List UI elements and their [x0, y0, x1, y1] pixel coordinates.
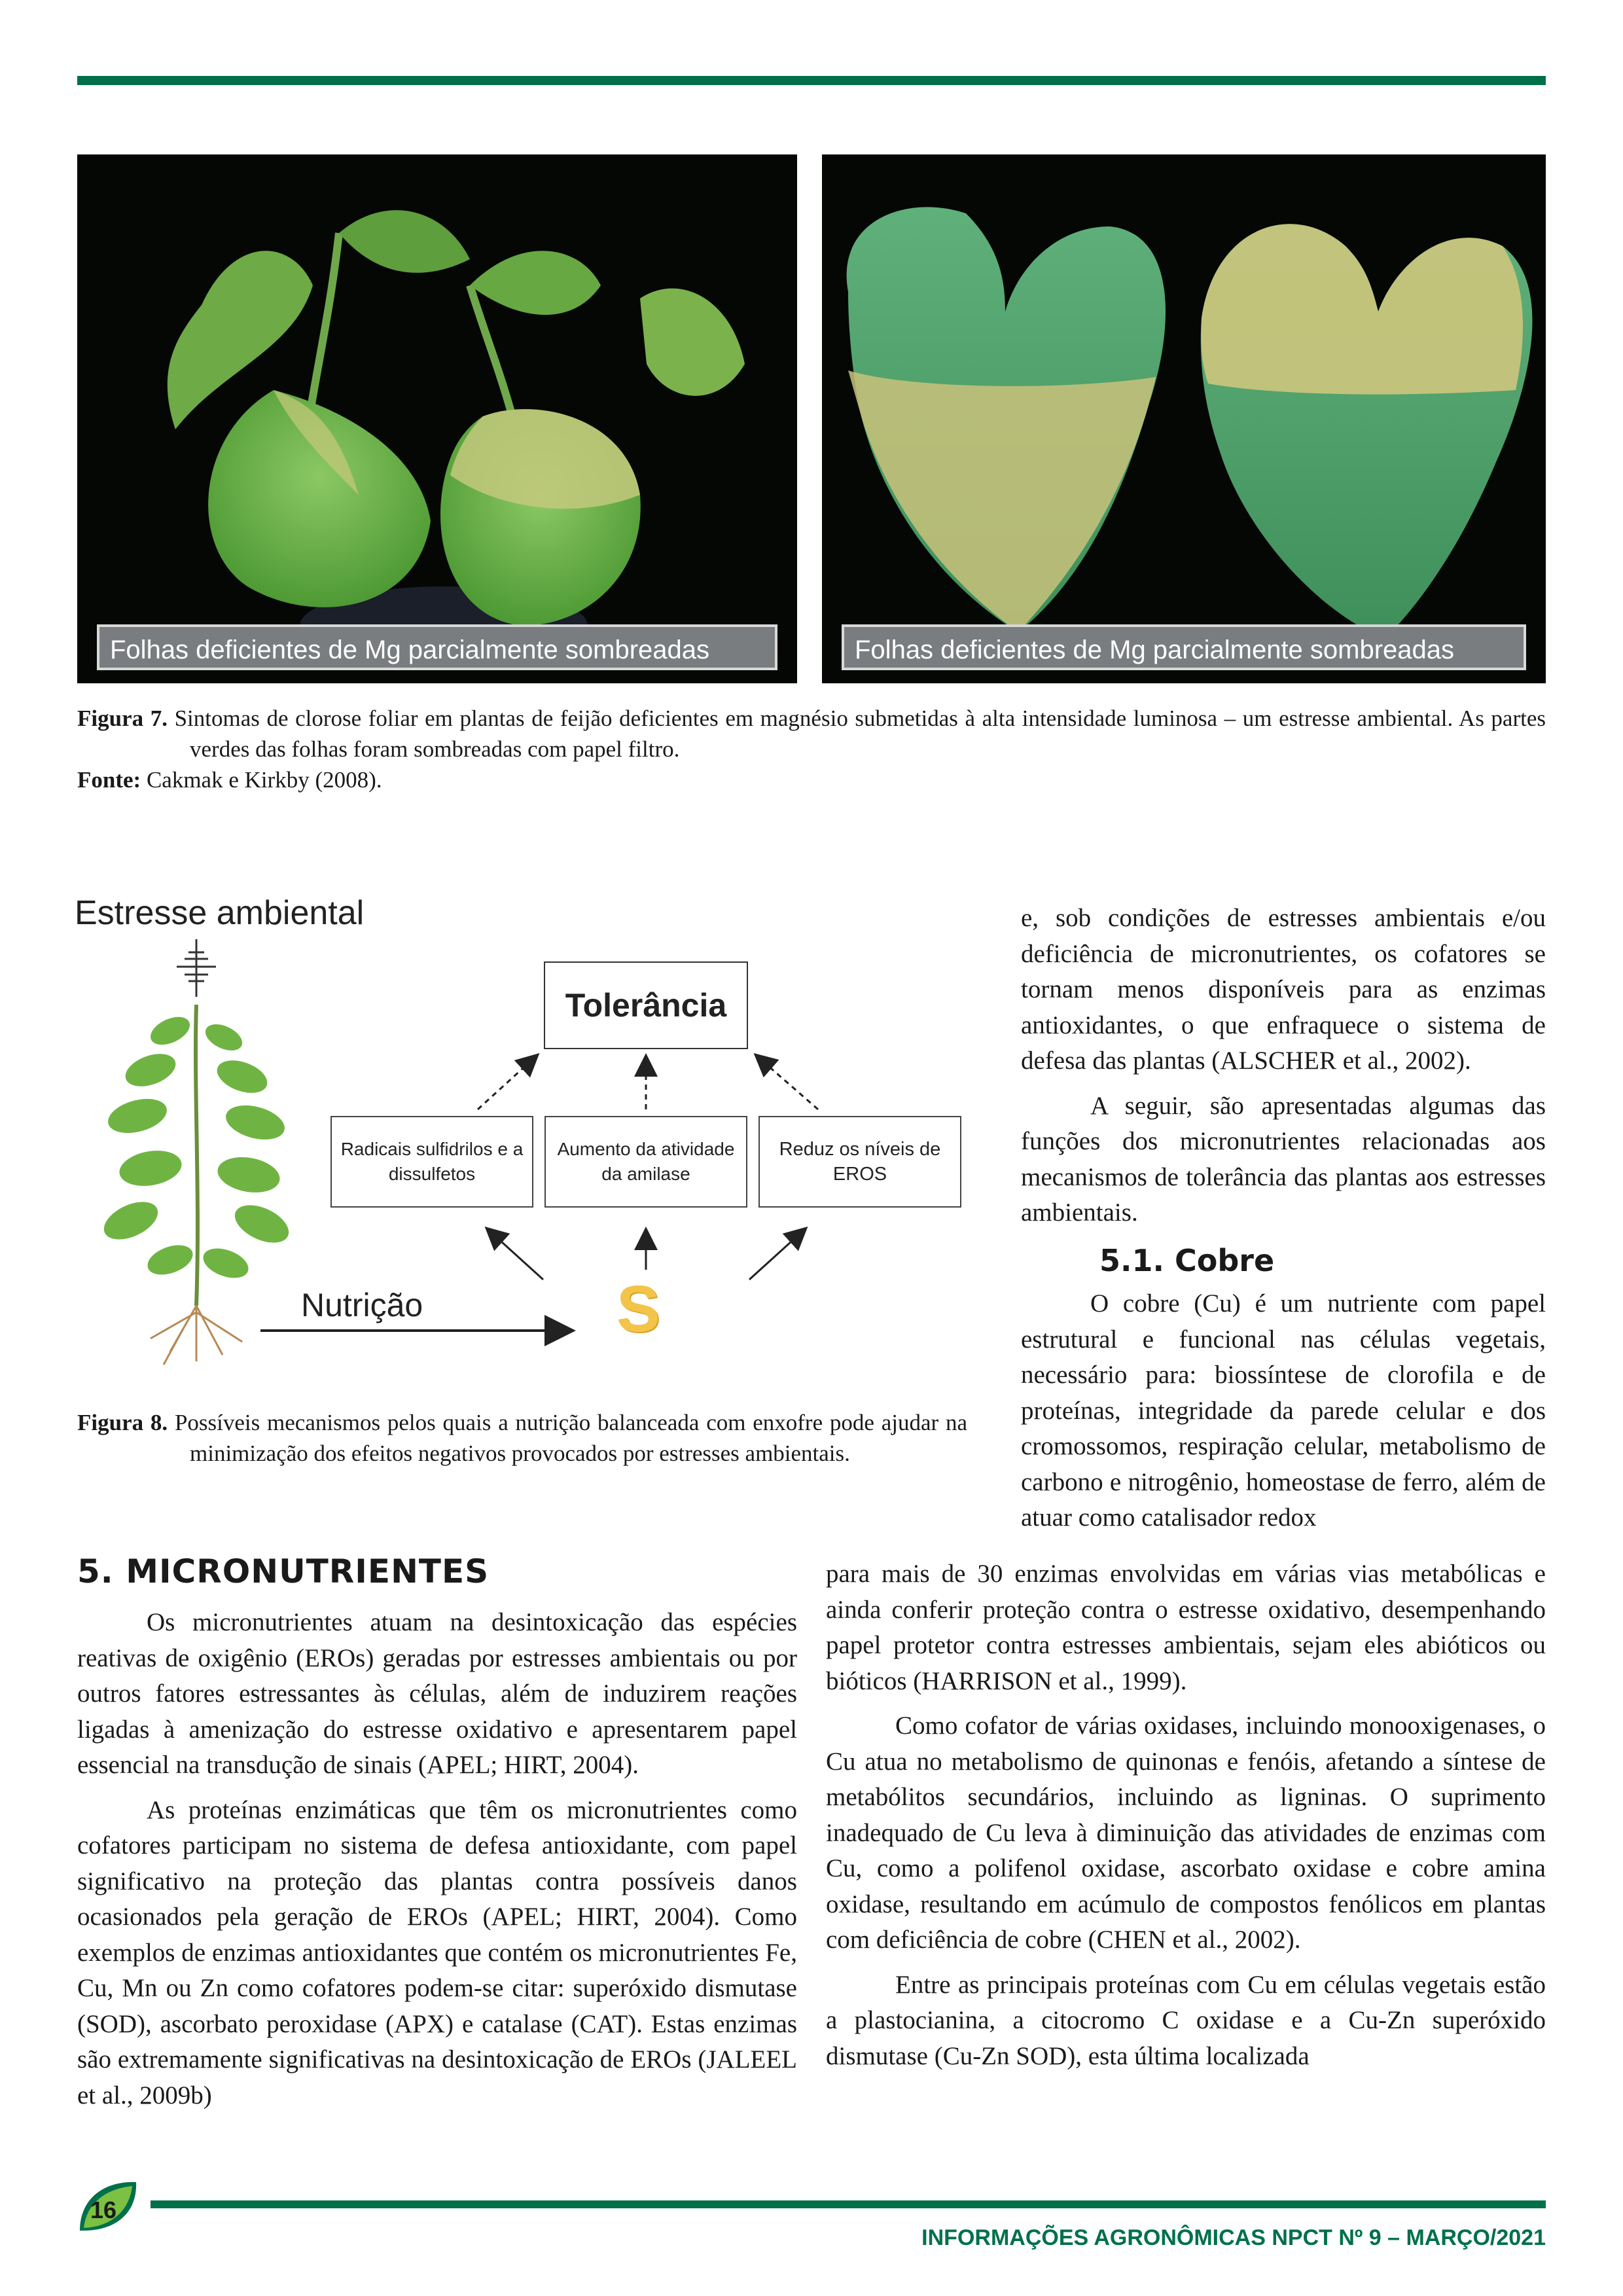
- paragraph: Como cofator de várias oxidases, incluindo monooxigenases, o Cu atua no metabolismo de quinonas e fenóis, afetando a síntese de metabólitos secundários, incluindo as ligninas. O suprimento inadequado de Cu leva à diminuição das atividades de enzimas com Cu, como a polifenol oxidase, ascorbato oxidase e cobre amina oxidase, resultando em acúmulo de compostos fenólicos em plantas com deficiência de cobre (CHEN et al., 2002).: [826, 1712, 1546, 1954]
- paragraph: O cobre (Cu) é um nutriente com papel estrutural e funcional nas células vegetais, necessário para: biossíntese de clorofila e de proteínas, integridade da parede celular e dos cromossomos, respiração celular, metabolismo de carbono e nitrogênio, homeostase de ferro, além de atuar como catalisador redox: [1021, 1289, 1546, 1532]
- footer-rule: [151, 2200, 1546, 2208]
- figure8-caption: [77, 1407, 967, 1469]
- paragraph: Entre as principais proteínas com Cu em células vegetais estão a plastocianina, a citocromo C oxidase e a Cu-Zn superóxido dismutase (Cu-Zn SOD), esta última localizada: [826, 1970, 1546, 2070]
- page-number: 16: [90, 2197, 117, 2223]
- figure8-diagram: [72, 893, 978, 1397]
- right-column: [826, 1556, 1546, 2074]
- figure7-photo-left: [77, 154, 797, 683]
- photo-right-label: Folhas deficientes de Mg parcialmente sombreadas: [842, 624, 1526, 670]
- figure8-caption-text: Possíveis mecanismos pelos quais a nutrição balanceada com enxofre pode ajudar na minimização dos efeitos negativos provocados por estresses ambientais.: [174, 1410, 968, 1466]
- paragraph: As proteínas enzimáticas que têm os micronutrientes como cofatores participam no sistema de defesa antioxidante, com papel significativo na proteção das plantas contra possíveis danos ocasionados pela geração de EROs (APEL; HIRT, 2004). Como exemplos de enzimas antioxidantes que contém os micronutrientes Fe, Cu, Mn ou Zn como cofatores podem-se citar: superóxido dismutase (SOD), ascorbato peroxidase (APX) e catalase (CAT). Estas enzimas são extremamente significativas na desintoxicação de EROs (JALEEL et al., 2009b): [77, 1795, 797, 2109]
- stress-label: Estresse ambiental: [75, 894, 365, 932]
- page-number-badge: [77, 2179, 137, 2233]
- paragraph: Os micronutrientes atuam na desintoxicação das espécies reativas de oxigênio (EROs) geradas por estresses ambientais ou por outros fatores estressantes às células, além de induzirem reações ligadas à amenização do estresse oxidativo e apresentarem papel essencial na transdução de sinais (APEL; HIRT, 2004).: [77, 1608, 797, 1779]
- journal-footer: INFORMAÇÕES AGRONÔMICAS NPCT Nº 9 – MARÇO/2021: [921, 2225, 1546, 2250]
- figure7-source: [77, 764, 1059, 795]
- left-column: [77, 1605, 797, 2113]
- figure7-label: Figura 7.: [77, 706, 168, 731]
- bean-leaves-closeup: [822, 154, 1546, 683]
- subsection-heading: 5.1. Cobre: [1099, 1242, 1275, 1278]
- box-sulfhydryl: Radicais sulfidrilos e a dissulfetos: [330, 1116, 533, 1208]
- box-eros: Reduz os níveis de EROS: [758, 1116, 961, 1208]
- paragraph: para mais de 30 enzimas envolvidas em várias vias metabólicas e ainda conferir proteção contra o estresse oxidativo, desempenhando papel protetor contra estresses ambientais, sejam eles abióticos ou bióticos (HARRISON et al., 1999).: [826, 1560, 1546, 1695]
- bean-plants-illustration: [77, 154, 797, 683]
- right-column-narrow: [1021, 901, 1546, 1536]
- stress-symbol-icon: [177, 939, 216, 997]
- sulfur-symbol: S: [616, 1272, 660, 1346]
- photo-left-label: Folhas deficientes de Mg parcialmente sombreadas: [97, 624, 777, 670]
- figure7-photo-right: [822, 154, 1546, 683]
- figure8-label: Figura 8.: [77, 1410, 168, 1435]
- soybean-plant-icon: [98, 1005, 294, 1365]
- paragraph: A seguir, são apresentadas algumas das funções dos micronutrientes relacionadas aos mecanismos de tolerância das plantas aos estresses ambientais.: [1021, 1091, 1546, 1227]
- figure7-caption: [77, 703, 1546, 764]
- figure7-source-label: Fonte:: [77, 767, 141, 793]
- header-rule: [77, 76, 1546, 85]
- tolerance-label: Tolerância: [565, 987, 727, 1024]
- paragraph: e, sob condições de estresses ambientais e/ou deficiência de micronutrientes, os cofatores se tornam menos disponíveis para as enzimas antioxidantes, o que enfraquece o sistema de defesa das plantas (ALSCHER et al., 2002).: [1021, 904, 1546, 1075]
- nutrition-label: Nutrição: [301, 1287, 423, 1323]
- figure7-source-text: Cakmak e Kirkby (2008).: [146, 767, 382, 793]
- figure7-caption-text: Sintomas de clorose foliar em plantas de feijão deficientes em magnésio submetidas à alta intensidade luminosa – um estresse ambiental. As partes verdes das folhas foram sombreadas com papel filtro.: [174, 706, 1546, 762]
- box-amylase: Aumento da atividade da amilase: [544, 1116, 747, 1208]
- section-heading: 5. MICRONUTRIENTES: [77, 1552, 490, 1590]
